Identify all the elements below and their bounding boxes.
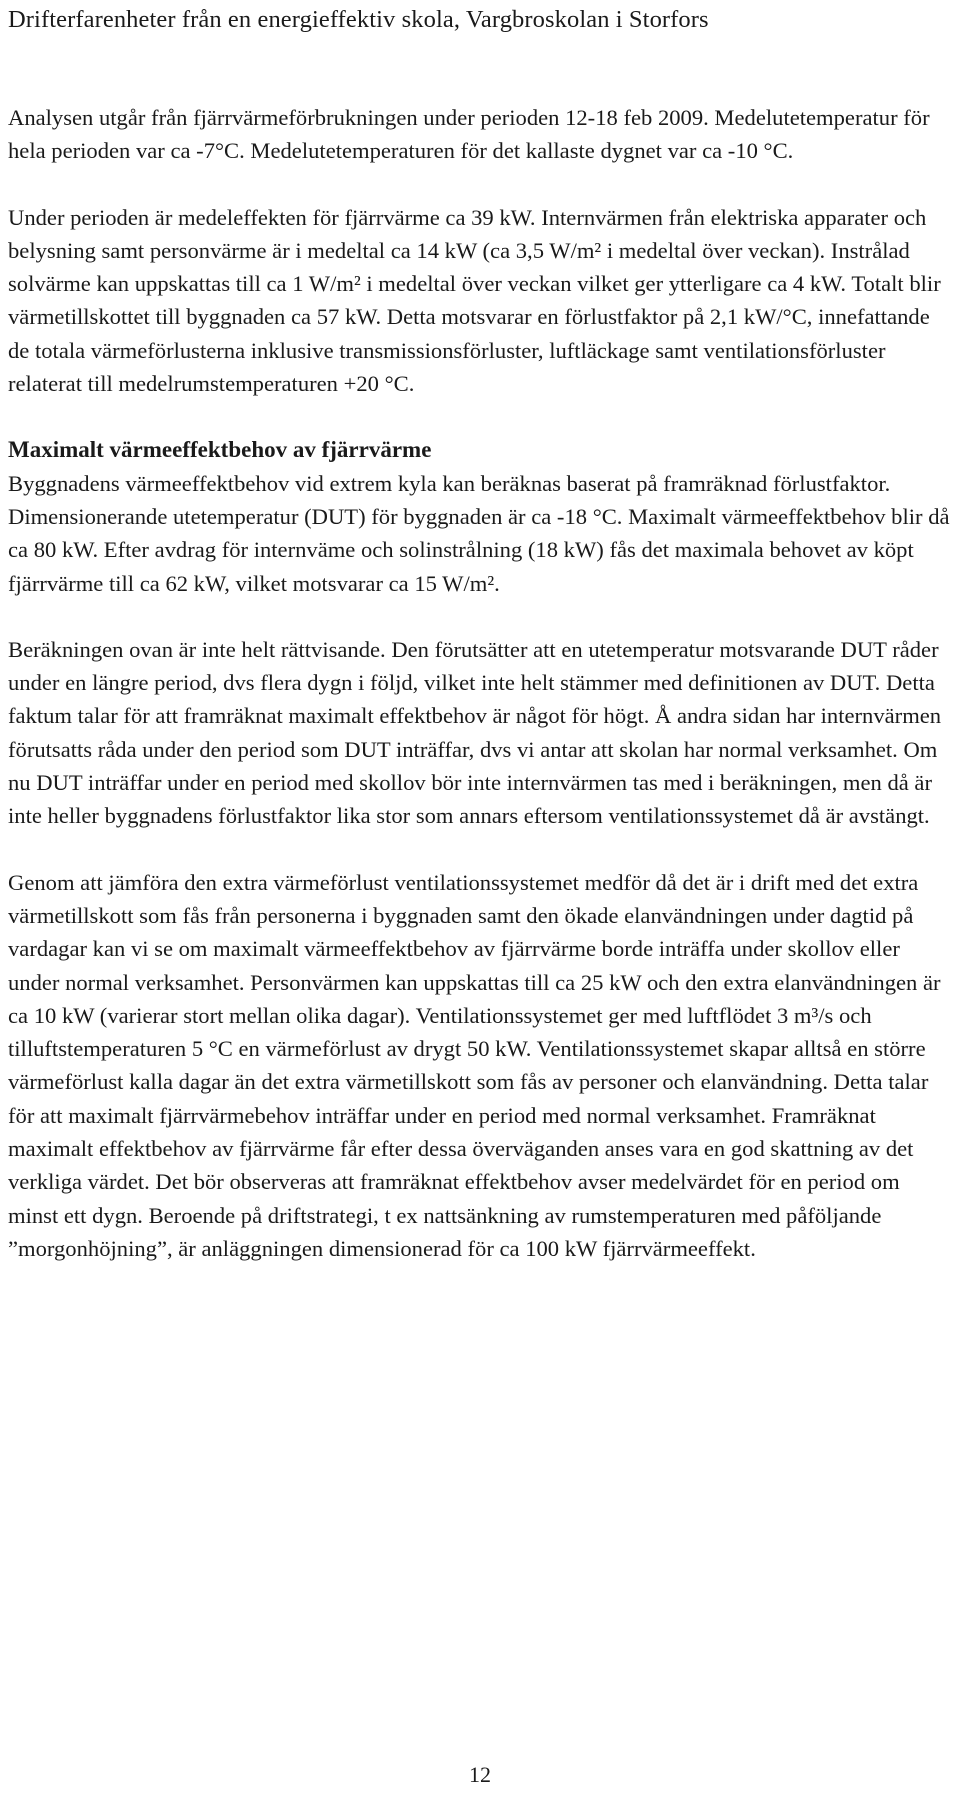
running-header: Drifterfarenheter från en energieffektiv skola, Vargbroskolan i Storfors [8,6,709,33]
page-number: 12 [469,1762,491,1787]
paragraph-analysis-period: Analysen utgår från fjärrvärmeförbrukningen under perioden 12-18 feb 2009. Medelutetemperatur för hela perioden var ca -7°C. Medelutetemperaturen för det kallaste dygnet var ca -10 °C. [8,105,930,164]
document-body [8,101,952,1265]
paragraph-calculation-caveat: Beräkningen ovan är inte helt rättvisande. Den förutsätter att en utetemperatur motsvarande DUT råder under en längre period, dvs flera dygn i följd, vilket inte helt stämmer med definitionen av DUT. Detta faktum talar för att framräknat maximalt effektbehov är något för högt. Å andra sidan har internvärmen förutsatts råda under den period som DUT inträffar, dvs vi antar att skolan har normal verksamhet. Om nu DUT inträffar under en period med skollov bör inte internvärmen tas med i beräkningen, men då är inte heller byggnadens förlustfaktor lika stor som annars eftersom ventilationssystemet då är avstängt. [8,636,942,829]
paragraph-heat-balance: Under perioden är medeleffekten för fjärrvärme ca 39 kW. Internvärmen från elektriska apparater och belysning samt personvärme är i medeltal ca 14 kW (ca 3,5 W/m² i medeltal över veckan). Instrålad solvärme kan uppskattas till ca 1 W/m² i medeltal över veckan vilket ger ytterligare ca 4 kW. Totalt blir värmetillskottet till byggnaden ca 57 kW. Detta motsvarar en förlustfaktor på 2,1 kW/°C, innefattande de totala värmeförlusterna inklusive transmissionsförluster, luftläckage samt ventilationsförluster relaterat till medelrumstemperaturen +20 °C. [8,204,941,397]
header-divider [0,46,960,47]
paragraph-max-demand-calculation: Byggnadens värmeeffektbehov vid extrem kyla kan beräknas baserat på framräknad förlustfaktor. Dimensionerande utetemperatur (DUT) för byggnaden är ca -18 °C. Maximalt värmeeffektbehov blir då ca 80 kW. Efter avdrag för internväme och solinstrålning (18 kW) fås det maximala behovet av köpt fjärrvärme till ca 62 kW, vilket motsvarar ca 15 W/m². [8,470,950,596]
section-heading-max-heat-demand: Maximalt värmeeffektbehov av fjärrvärme [8,437,432,463]
paragraph-ventilation-comparison: Genom att jämföra den extra värmeförlust ventilationssystemet medför då det är i drift med det extra värmetillskott som fås från personerna i byggnaden samt den ökade elanvändningen under dagtid på vardagar kan vi se om maximalt värmeeffektbehov av fjärrvärme borde inträffa under skollov eller under normal verksamhet. Personvärmen kan uppskattas till ca 25 kW och den extra elanvändningen är ca 10 kW (varierar stort mellan olika dagar). Ventilationssystemet ger med luftflödet 3 m³/s och tilluftstemperaturen 5 °C en värmeförlust av drygt 50 kW. Ventilationssystemet skapar alltså en större värmeförlust kalla dagar än det extra värmetillskott som fås av personer och elanvändning. Detta talar för att maximalt fjärrvärmebehov inträffar under en period med normal verksamhet. Framräknat maximalt effektbehov av fjärrvärme får efter dessa överväganden anses vara en god skattning av det verkliga värdet. Det bör observeras att framräknat effektbehov avser medelvärdet för en period om minst ett dygn. Beroende på driftstrategi, t ex nattsänkning av rumstemperaturen med påföljande ”morgonhöjning”, är anläggningen dimensionerad för ca 100 kW fjärrvärmeeffekt. [8,869,941,1261]
